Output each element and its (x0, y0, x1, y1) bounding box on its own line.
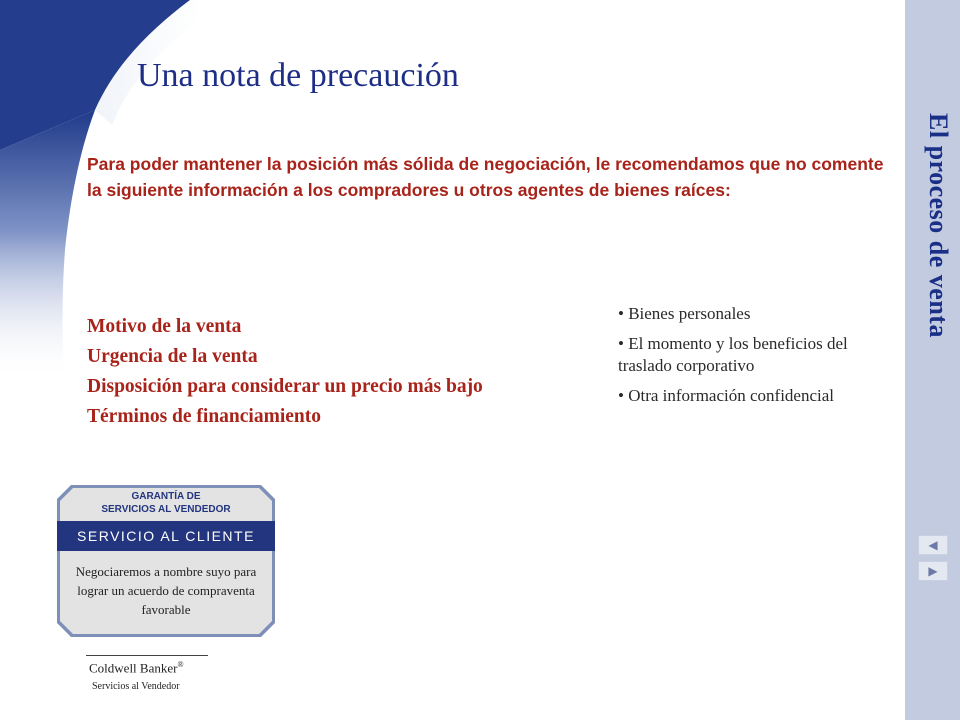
company-department: Servicios al Vendedor (92, 681, 180, 692)
service-guarantee-badge (57, 485, 275, 637)
caution-item: Urgencia de la venta (87, 346, 258, 367)
page-title: Una nota de precaución (137, 57, 459, 94)
intro-paragraph: Para poder mantener la posición más sólida de negociación, le recomendamos que no comente la siguiente información a los compradores u otros agentes de bienes raíces: (87, 154, 884, 200)
extra-bullet-list (618, 303, 888, 415)
company-name (89, 660, 184, 676)
caution-list (87, 312, 483, 432)
bullet-item: • Otra información confidencial (618, 386, 835, 405)
bullet-item: • Bienes personales (618, 304, 751, 323)
triangle-left-icon: ◀ (928, 537, 938, 552)
registered-mark: ® (177, 660, 184, 669)
badge-description: Negociaremos a nombre suyo para lograr un acuerdo de compraventa favorable (75, 564, 257, 617)
triangle-right-icon: ▶ (928, 563, 938, 578)
bullet-item: • El momento y los beneficios del traslado corporativo (618, 334, 848, 375)
section-title: El proceso de venta (924, 113, 953, 338)
badge-line2: SERVICIOS AL VENDEDOR (101, 504, 231, 515)
caution-item: Disposición para considerar un precio más bajo (87, 376, 483, 397)
caution-item: Motivo de la venta (87, 316, 242, 337)
prev-slide-button[interactable] (918, 535, 948, 555)
caution-item: Términos de financiamiento (87, 406, 321, 427)
next-slide-button[interactable] (918, 561, 948, 581)
badge-header (57, 485, 275, 516)
badge-line1: GARANTÍA DE (131, 491, 201, 502)
badge-band-label: SERVICIO AL CLIENTE (77, 528, 255, 544)
company-name-text: Coldwell Banker (89, 660, 178, 676)
signature-divider (86, 655, 208, 656)
